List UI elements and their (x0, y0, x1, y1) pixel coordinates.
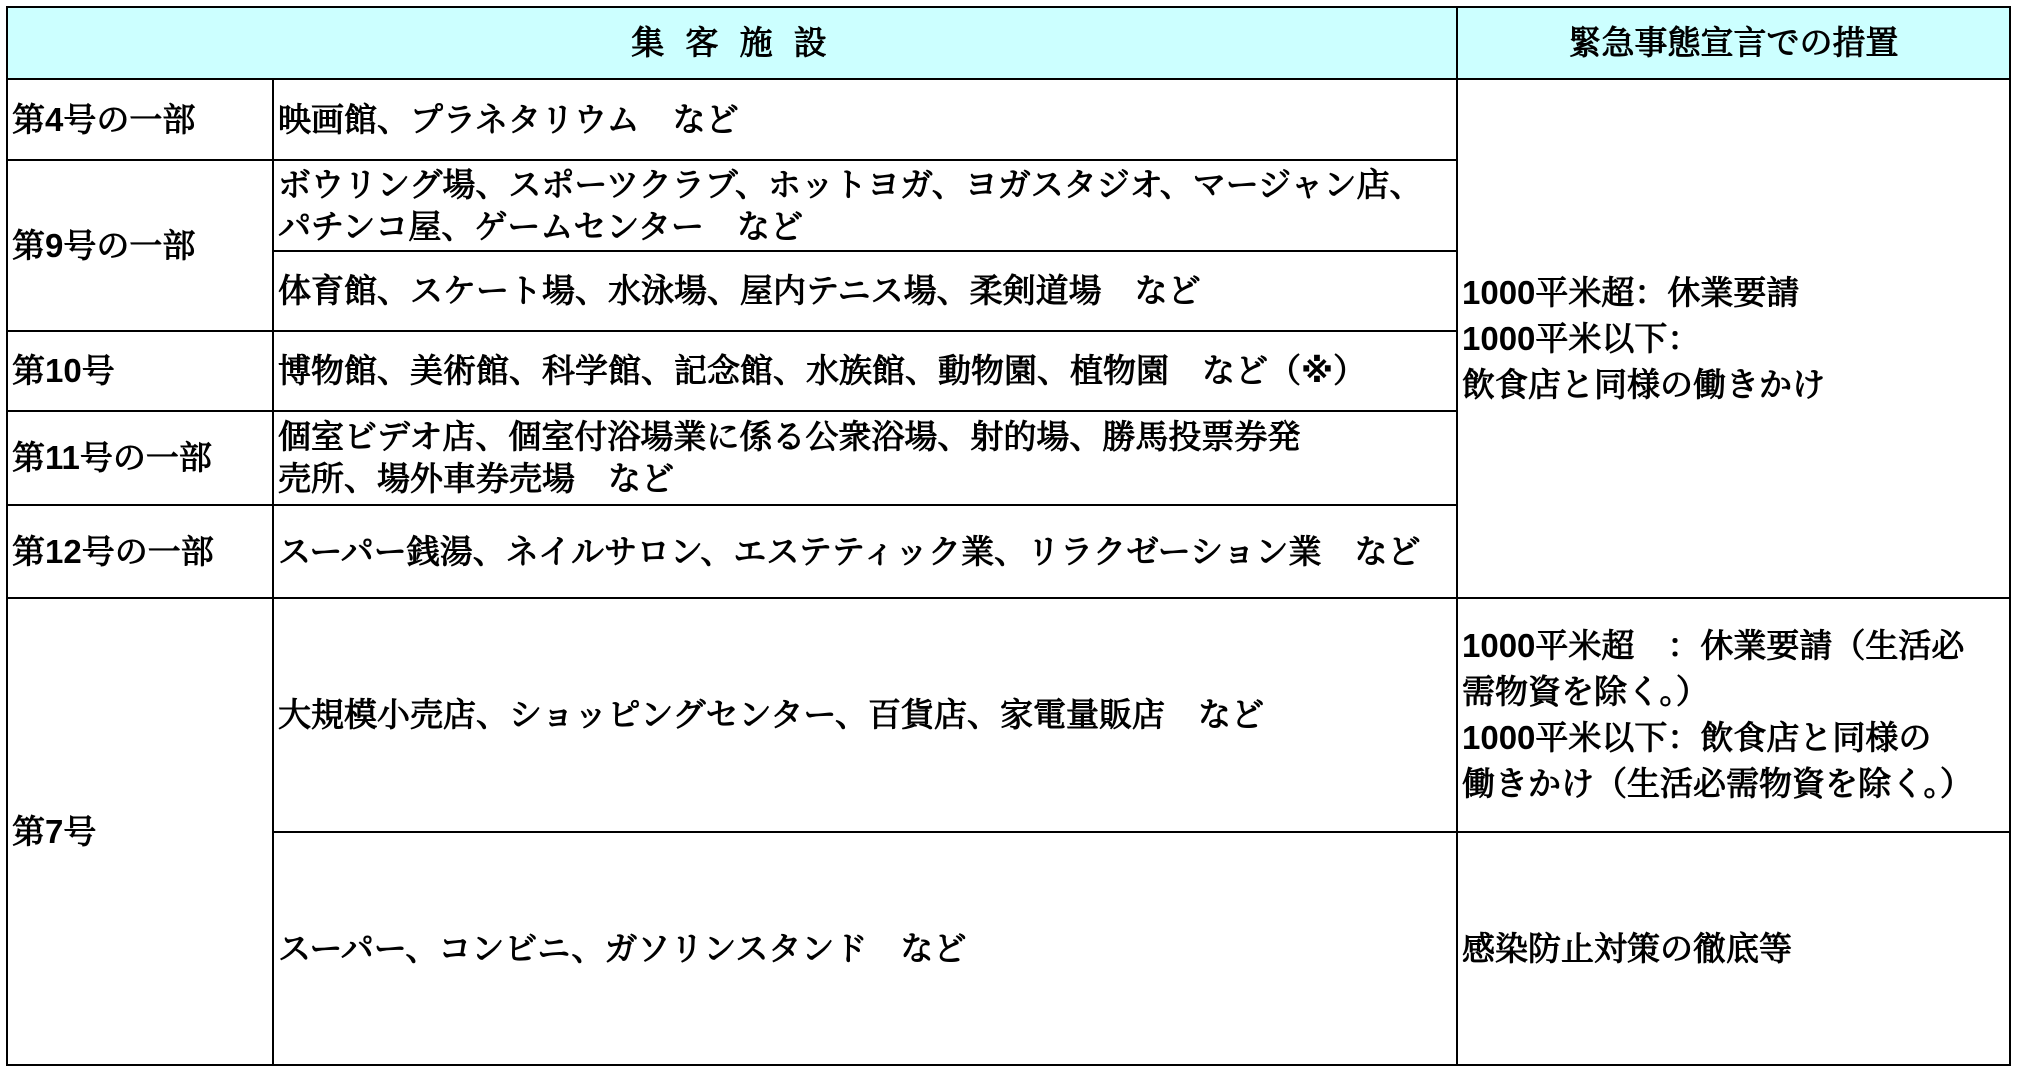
measure-cell (1458, 833, 2011, 1066)
facility-line: ボウリング場、スポーツクラブ、ホットヨガ、ヨガスタジオ、マージャン店、 (278, 165, 1423, 203)
measure-cell (1458, 599, 2011, 833)
measure-line: 飲食店と同様の働きかけ (1462, 365, 1825, 403)
measure-line: 1000平米以下：飲食店と同様の (1462, 719, 1932, 756)
facility-line: 博物館、美術館、科学館、記念館、水族館、動物園、植物園 など（※） (278, 352, 1367, 389)
facility-line: 個室ビデオ店、個室付浴場業に係る公衆浴場、射的場、勝馬投票券発 (278, 418, 1301, 455)
facility-cell (274, 161, 1458, 252)
category-cell (8, 599, 274, 1066)
facility-line: スーパー銭湯、ネイルサロン、エステティック業、リラクゼーション業 など (278, 532, 1421, 570)
category-label: 第12号の一部 (12, 532, 214, 570)
facility-cell (274, 80, 1458, 161)
category-label: 第7号 (12, 812, 97, 850)
category-cell (8, 506, 274, 599)
measure-line: 1000平米以下： (1462, 319, 1701, 357)
facility-line: 売所、場外車券売場 など (278, 460, 674, 497)
category-cell (8, 412, 274, 506)
category-label: 第4号の一部 (12, 100, 196, 138)
header-facilities (8, 8, 1458, 80)
facility-cell (274, 599, 1458, 833)
measure-line: 1000平米超：休業要請 (1462, 273, 1800, 311)
facility-cell (274, 252, 1458, 332)
measure-line: 働きかけ（生活必需物資を除く。） (1462, 765, 1973, 802)
facility-cell (274, 332, 1458, 412)
category-label: 第9号の一部 (12, 226, 196, 264)
facility-line: 映画館、プラネタリウム など (278, 100, 739, 138)
header-measures (1458, 8, 2011, 80)
category-cell (8, 161, 274, 332)
facility-line: スーパー、コンビニ、ガソリンスタンド など (278, 929, 967, 967)
facility-line: パチンコ屋、ゲームセンター など (278, 207, 804, 245)
facility-cell (274, 833, 1458, 1066)
category-cell (8, 80, 274, 161)
measure-line: 需物資を除く。） (1462, 673, 1709, 710)
measure-cell (1458, 80, 2011, 599)
facility-line: 体育館、スケート場、水泳場、屋内テニス場、柔剣道場 など (278, 272, 1201, 309)
category-label: 第11号の一部 (12, 439, 212, 476)
facility-cell (274, 506, 1458, 599)
category-label: 第10号 (12, 352, 115, 389)
category-cell (8, 332, 274, 412)
header-facilities-label: 集 客 施 設 (631, 24, 833, 61)
facility-line: 大規模小売店、ショッピングセンター、百貨店、家電量販店 など (278, 696, 1265, 733)
header-measures-label: 緊急事態宣言での措置 (1568, 24, 1899, 61)
measure-line: 感染防止対策の徹底等 (1462, 929, 1792, 967)
facility-measures-table (6, 6, 2011, 1066)
measure-line: 1000平米超 ：休業要請（生活必 (1462, 627, 1965, 664)
facility-cell (274, 412, 1458, 506)
